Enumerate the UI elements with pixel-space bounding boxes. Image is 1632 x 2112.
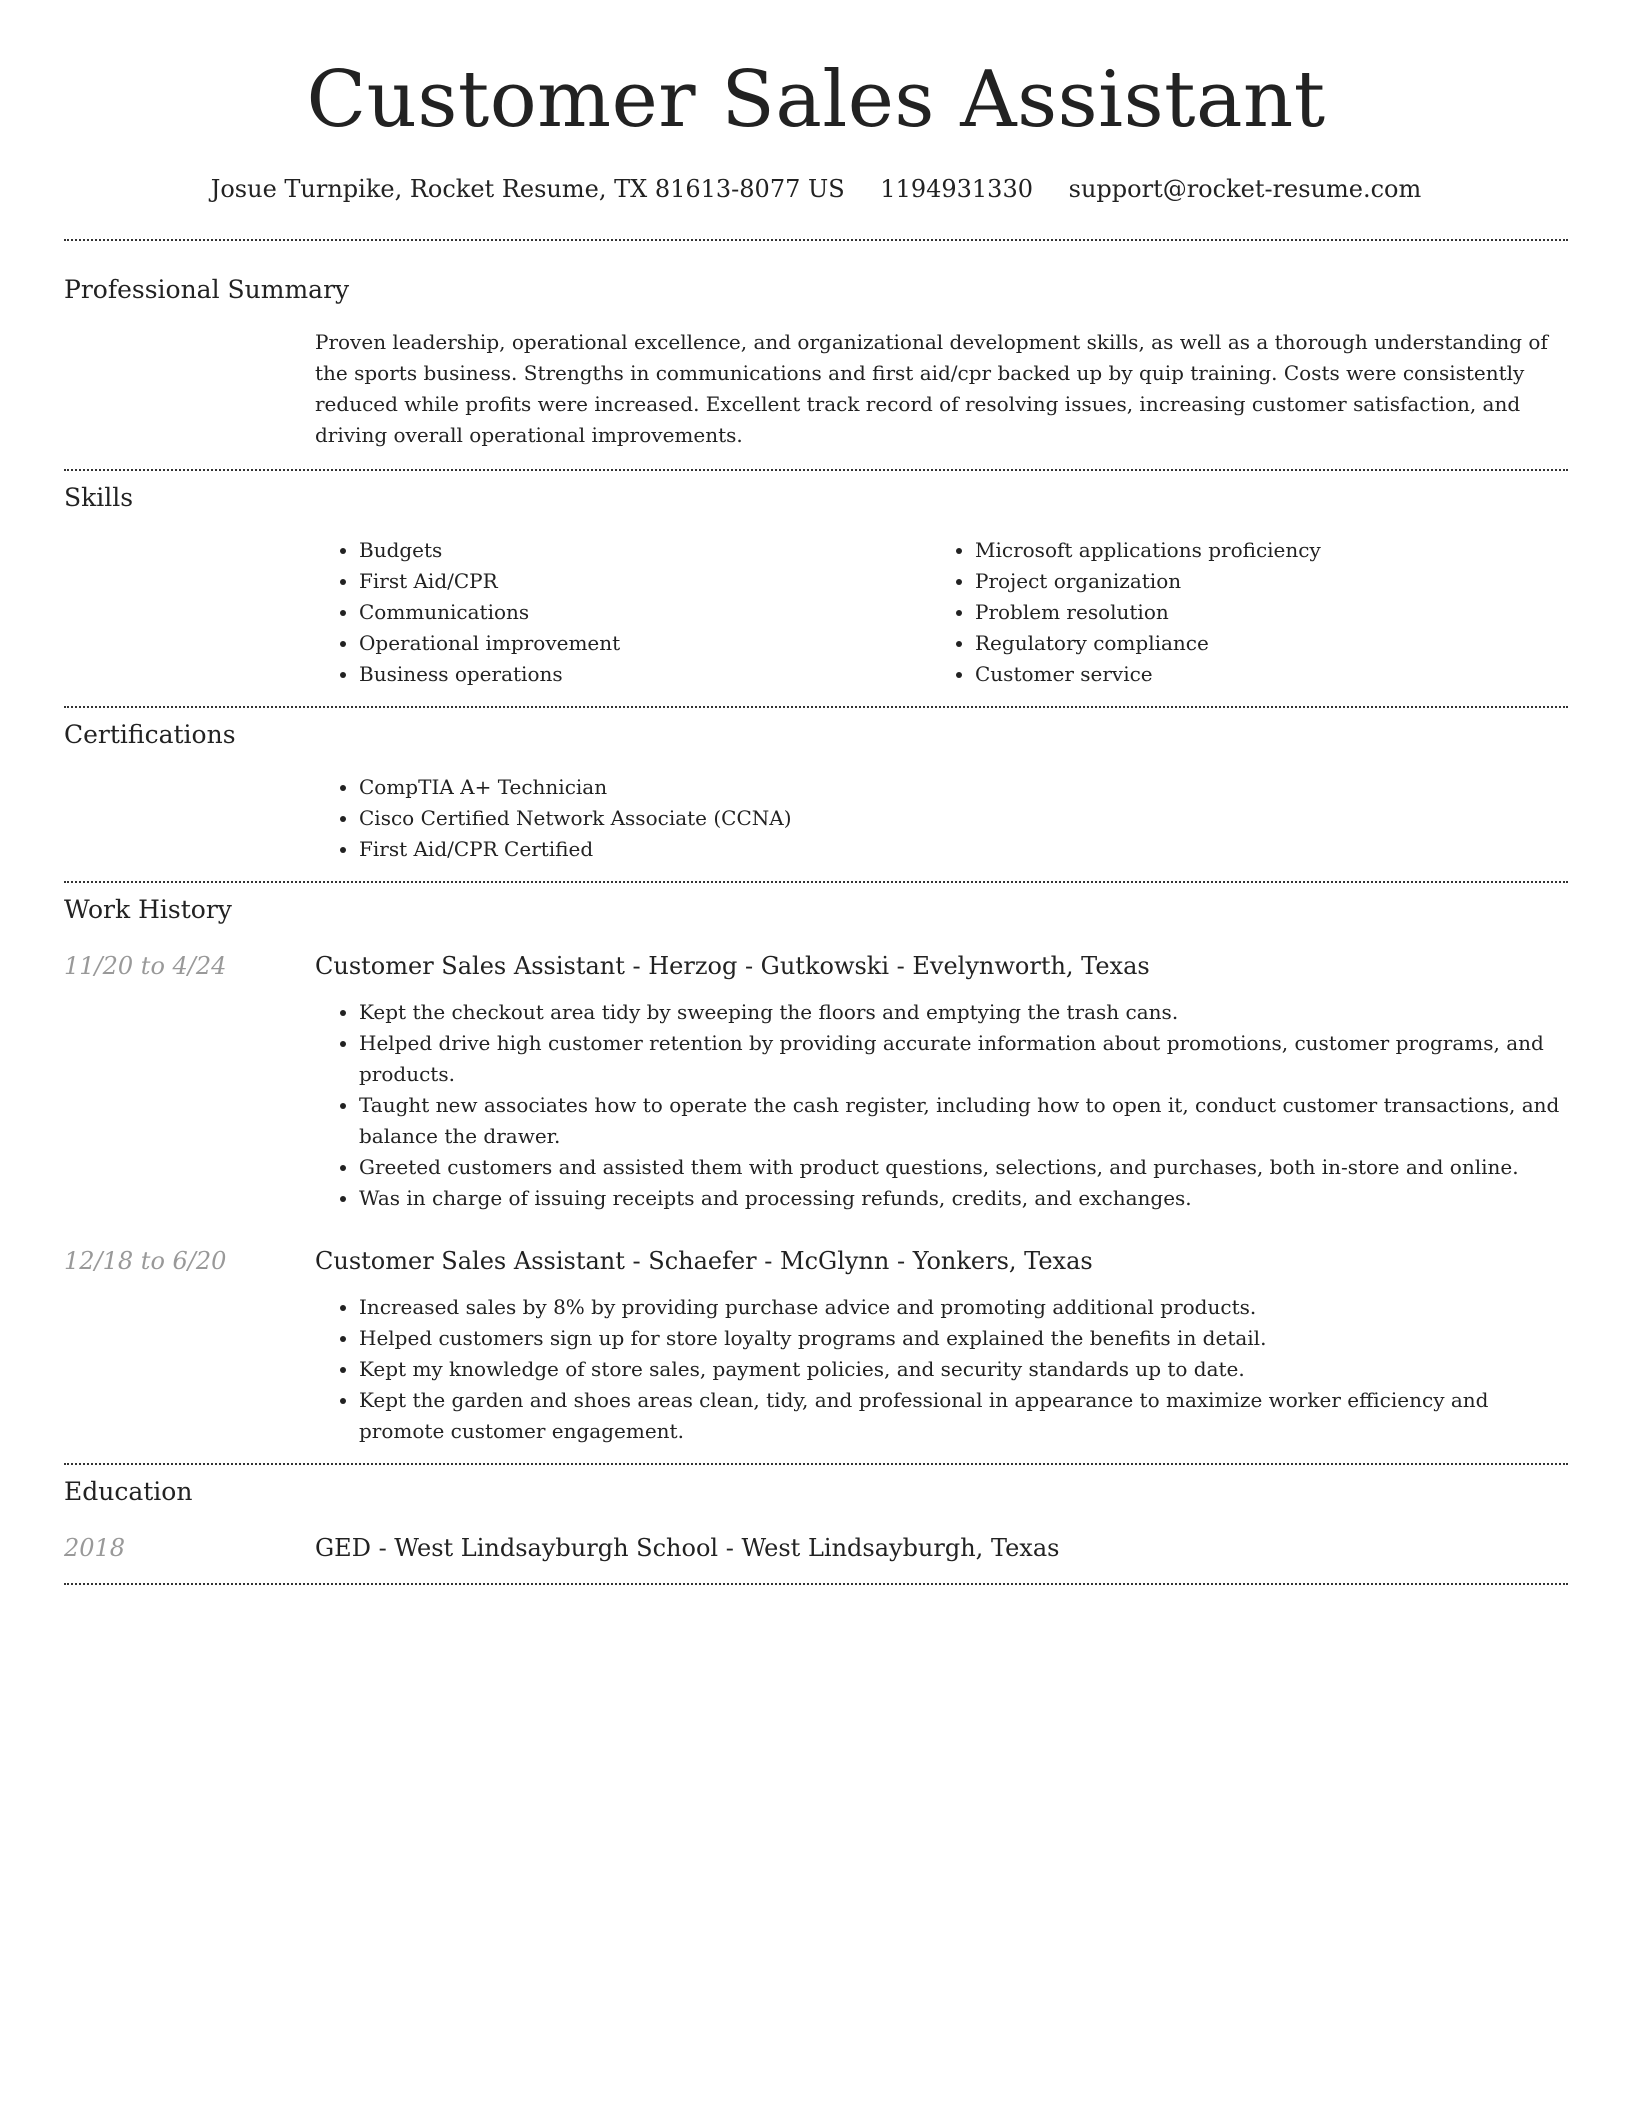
section-heading-skills: Skills: [64, 483, 134, 512]
job-bullet: • Increased sales by 8% by providing purchase advice and promoting additional products.: [359, 1292, 1568, 1323]
job-bullet: • Greeted customers and assisted them with product questions, selections, and purchases, both in-store and online.: [359, 1152, 1568, 1183]
summary-section: [64, 241, 1568, 451]
job-bullet: • Helped drive high customer retention by providing accurate information about promotions, customer programs, and products.: [359, 1028, 1568, 1090]
job-bullet: • Kept my knowledge of store sales, payment policies, and security standards up to date.: [359, 1354, 1568, 1385]
job-bullet: • Was in charge of issuing receipts and processing refunds, credits, and exchanges.: [359, 1183, 1568, 1214]
skill-item: • First Aid/CPR: [359, 566, 931, 597]
education-dates: 2018: [64, 1534, 126, 1562]
job-entry: [64, 1244, 1568, 1447]
education-entry: [64, 1531, 1568, 1565]
job-bullet: • Kept the garden and shoes areas clean, tidy, and professional in appearance to maximize worker efficiency and promote customer engagement.: [359, 1385, 1568, 1447]
skill-item: • Business operations: [359, 659, 931, 690]
contact-line: [64, 172, 1568, 206]
certifications-section: [64, 708, 1568, 865]
section-heading-education: Education: [64, 1477, 193, 1506]
skill-item: • Problem resolution: [975, 597, 1547, 628]
skill-item: • Operational improvement: [359, 628, 931, 659]
summary-text: Proven leadership, operational excellence, and organizational development skills, as well as a thorough understanding of the sports business. Strengths in communications and first aid/cpr backed up by quip training. Costs were consistently reduced while profits were increased. Excellent track record of resolving issues, increasing customer satisfaction, and driving overall operational improvements.: [315, 330, 1548, 447]
contact-phone: 1194931330: [880, 175, 1033, 203]
skill-item: • Microsoft applications proficiency: [975, 535, 1547, 566]
job-title: Customer Sales Assistant - Schaefer - McGlynn - Yonkers, Texas: [315, 1247, 1093, 1275]
skills-column-right: [931, 535, 1547, 690]
section-heading-work-history: Work History: [64, 895, 232, 924]
skill-item: • Customer service: [975, 659, 1547, 690]
job-bullet: • Kept the checkout area tidy by sweeping the floors and emptying the trash cans.: [359, 997, 1568, 1028]
resume-header: [64, 0, 1568, 206]
resume-title: Customer Sales Assistant: [306, 55, 1326, 145]
job-bullet: • Helped customers sign up for store loyalty programs and explained the benefits in detail.: [359, 1323, 1568, 1354]
education-section: [64, 1465, 1568, 1565]
skills-column-left: [315, 535, 931, 690]
work-history-section: [64, 883, 1568, 1447]
certification-item: • Cisco Certified Network Associate (CCNA): [359, 803, 1568, 834]
section-heading-summary: Professional Summary: [64, 275, 350, 304]
divider: [64, 1583, 1568, 1585]
contact-address: Josue Turnpike, Rocket Resume, TX 81613-8077 US: [210, 175, 845, 203]
job-dates: 11/20 to 4/24: [64, 952, 227, 980]
skill-item: • Communications: [359, 597, 931, 628]
contact-email: support@rocket-resume.com: [1068, 175, 1422, 203]
education-title: GED - West Lindsayburgh School - West Lindsayburgh, Texas: [315, 1534, 1060, 1562]
job-entry: [64, 949, 1568, 1214]
job-dates: 12/18 to 6/20: [64, 1247, 227, 1275]
skill-item: • Project organization: [975, 566, 1547, 597]
job-title: Customer Sales Assistant - Herzog - Gutkowski - Evelynworth, Texas: [315, 952, 1150, 980]
resume-page: [64, 0, 1568, 1585]
skills-section: [64, 471, 1568, 690]
section-heading-certifications: Certifications: [64, 720, 236, 749]
skill-item: • Budgets: [359, 535, 931, 566]
certification-item: • CompTIA A+ Technician: [359, 772, 1568, 803]
skill-item: • Regulatory compliance: [975, 628, 1547, 659]
certification-item: • First Aid/CPR Certified: [359, 834, 1568, 865]
job-bullet: • Taught new associates how to operate the cash register, including how to open it, conduct customer transactions, and balance the drawer.: [359, 1090, 1568, 1152]
